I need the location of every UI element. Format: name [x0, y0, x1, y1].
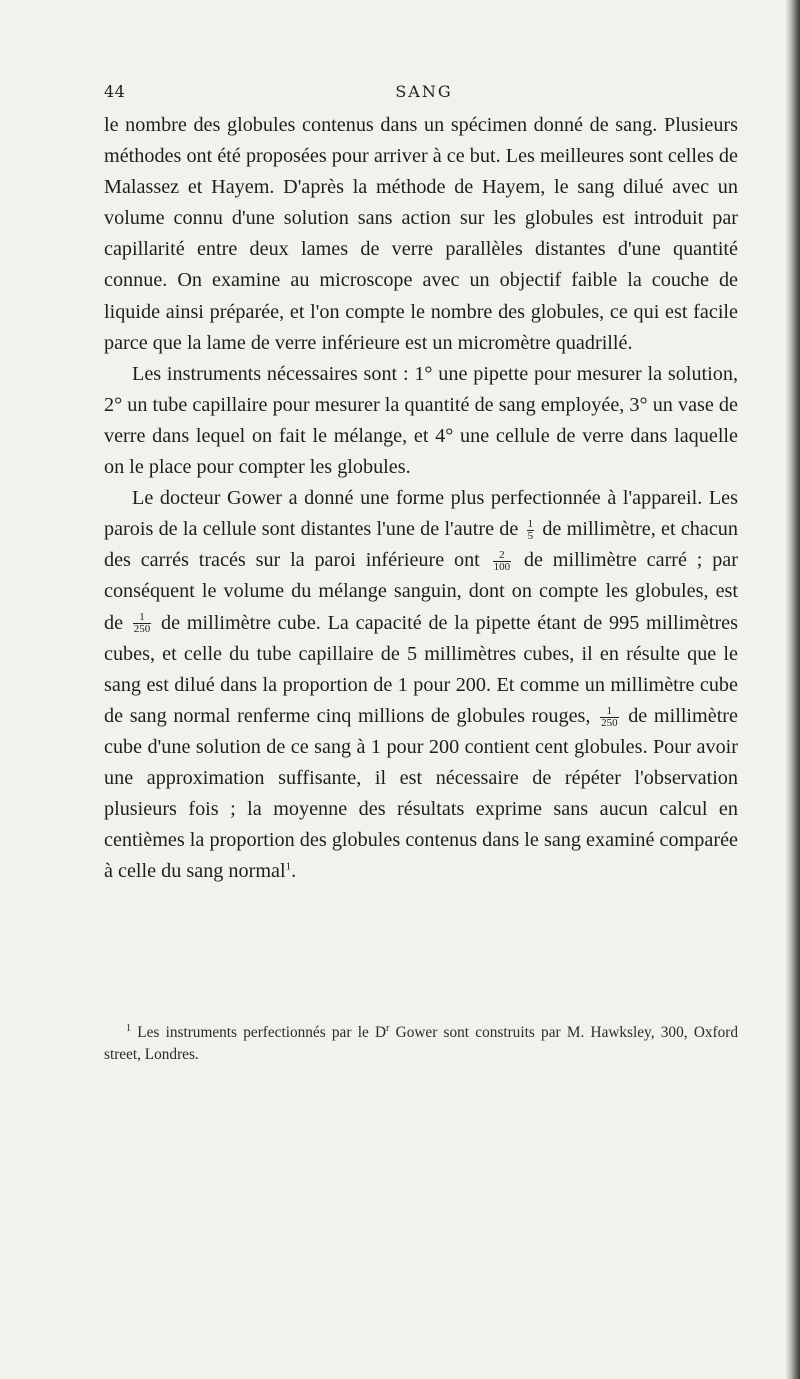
body-text	[104, 110, 738, 887]
paragraph-3-part-5: de millimètre cube d'une solution de ce sang à 1 pour 200 contient cent globules. Pour avoir une approximation suffisante, il est nécessaire de répéter l'observation plusieurs fois ; la moyenne des résultats exprime sans aucun calcul en centièmes la proportion des globules contenus dans le sang examiné comparée à celle du sang normal	[104, 704, 738, 883]
running-title: SANG	[395, 82, 453, 101]
paragraph-3-part-1: Le docteur Gower a donné une forme plus perfectionnée à l'appareil. Les parois de la cellule sont distantes l'une de l'autre de	[104, 487, 738, 541]
paragraph-3-part-2: de millimètre, et chacun des carrés tracés sur la paroi inférieure ont	[104, 518, 738, 572]
fraction-denominator: 100	[493, 561, 511, 574]
footnote-dr-sup: r	[386, 1022, 390, 1034]
fraction-one-fifth	[527, 519, 535, 542]
page-number: 44	[104, 82, 126, 101]
footnote-marker: 1	[126, 1022, 131, 1034]
page-edge-shadow	[786, 0, 800, 1379]
page-header	[104, 82, 744, 112]
fraction-numerator: 1	[133, 612, 152, 624]
paragraph-2: Les instruments nécessaires sont : 1° une pipette pour mesurer la solution, 2° un tube capillaire pour mesurer la quantité de sang employée, 3° un vase de verre dans lequel on fait le mélange, et 4° une cellule de verre dans laquelle on le place pour compter les globules.	[104, 362, 738, 479]
fraction-numerator: 2	[493, 550, 512, 562]
footnote	[104, 1022, 738, 1066]
paragraph-3	[104, 483, 738, 887]
fraction-denominator: 250	[133, 623, 151, 636]
paragraph-1: le nombre des globules contenus dans un spécimen donné de sang. Plusieurs méthodes ont été proposées pour arriver à ce but. Les meilleures sont celles de Malassez et Hayem. D'après la méthode de Hayem, le sang dilué avec un volume connu d'une solution sans action sur les globules est introduit par capillarité entre deux lames de verre parallèles distantes d'une quantité connue. On examine au microscope avec un objectif faible la couche de liquide ainsi préparée, et l'on compte le nombre des globules, ce qui est facile parce que la lame de verre inférieure est un micromètre quadrillé.	[104, 114, 738, 354]
footnote-reference: 1	[285, 860, 292, 873]
paragraph-3-part-4: de millimètre cube. La capacité de la pipette étant de 995 millimètres cubes, et celle du tube capillaire de 5 millimètres cubes, il en résulte que le sang est dilué dans la proportion de 1 pour 200. Et comme un millimètre cube de sang normal renferme cinq millions de globules rouges,	[104, 611, 738, 727]
fraction-one-250th	[133, 612, 152, 635]
footnote-text	[104, 1022, 738, 1066]
fraction-one-250th-second	[600, 706, 619, 729]
fraction-numerator: 1	[527, 518, 534, 531]
fraction-numerator: 1	[600, 706, 619, 718]
fraction-two-hundredths	[493, 550, 512, 573]
fraction-denominator: 5	[527, 530, 534, 543]
footnote-part-1: Les instruments perfectionnés par le D	[137, 1024, 387, 1041]
footnote-part-2: Gower sont construits par M. Hawksley, 300, Oxford street, Londres.	[104, 1024, 738, 1063]
paragraph-3-part-3: de millimètre carré ; par conséquent le volume du mélange sanguin, dont on compte les globules, est de	[104, 549, 738, 634]
paragraph-3-end: .	[291, 860, 297, 883]
fraction-denominator: 250	[601, 716, 618, 729]
